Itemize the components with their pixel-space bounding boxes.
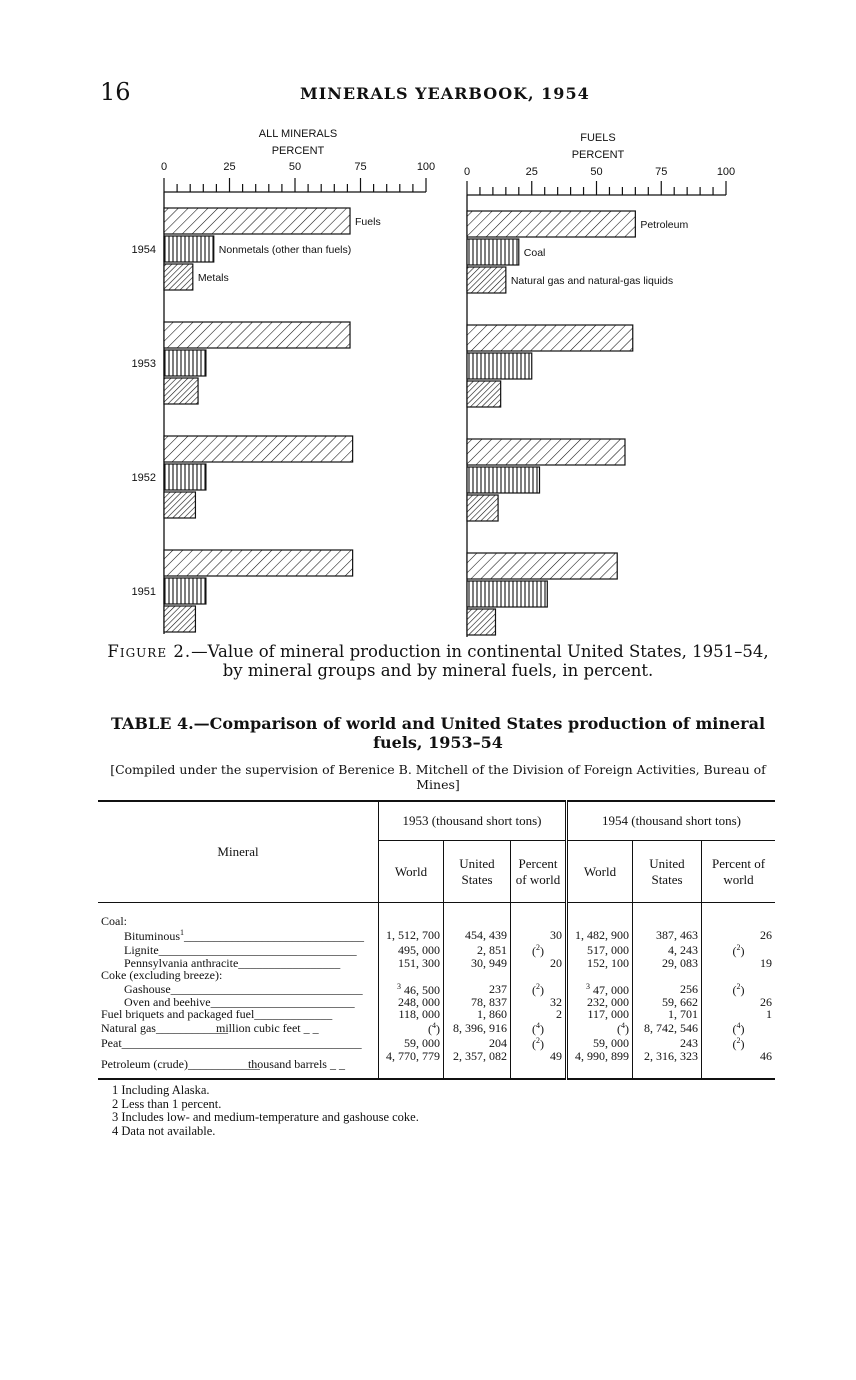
table-cell: 46 xyxy=(702,1050,776,1079)
leader-dots: ________________________ xyxy=(210,995,355,1009)
table-cell: 2 xyxy=(511,1008,567,1020)
bar-metals-1954 xyxy=(164,264,193,290)
table-row xyxy=(98,1035,775,1050)
leader-dots: _________________________________ xyxy=(158,942,357,957)
leader-dots: ____________ xyxy=(187,1057,260,1071)
bar-natural-gas-and-natural-gas-liquids-1952 xyxy=(467,495,498,521)
leader-dots: _____________ xyxy=(254,1007,333,1021)
table-cell: 30 xyxy=(511,927,567,942)
col-pct-1954: Percent of world xyxy=(702,841,776,903)
table-cell: 387, 463 xyxy=(633,927,702,942)
leader-dots: _________________ xyxy=(238,956,341,970)
table-cell: 4, 990, 899 xyxy=(567,1050,633,1079)
table-cell: 59, 662 xyxy=(633,996,702,1008)
table-cell: ($^4$) xyxy=(511,1020,567,1035)
figure-caption-lead: Figure 2. xyxy=(107,642,192,661)
tick-label: 100 xyxy=(716,166,736,178)
year-label-1952: 1952 xyxy=(131,472,156,484)
row-label-text: Oven and beehive xyxy=(124,995,211,1009)
fuels-table xyxy=(98,800,775,1080)
table-cell: 32 xyxy=(511,996,567,1008)
table-cell: 1, 701 xyxy=(633,1008,702,1020)
table-cell: 59, 000 xyxy=(379,1035,444,1050)
row-unit: million cubic feet _ _ xyxy=(215,1020,319,1035)
table-cell: 117, 000 xyxy=(567,1008,633,1020)
table-cell: 2, 851 xyxy=(444,942,511,957)
row-label-text: Lignite xyxy=(124,942,159,957)
table-cell: 26 xyxy=(702,996,776,1008)
year-label-1954: 1954 xyxy=(131,244,156,256)
tick-label: 75 xyxy=(655,166,668,178)
bar-petroleum-1953 xyxy=(467,325,633,351)
bar-metals-1953 xyxy=(164,378,198,404)
tick-label: 0 xyxy=(160,161,168,173)
table-cell: 1, 860 xyxy=(444,1008,511,1020)
table-cell: ($^2$) xyxy=(702,1035,776,1050)
bar-nonmetals-other-than-fuels--1954 xyxy=(164,236,214,262)
table-cell: 20 xyxy=(511,957,567,969)
row-label xyxy=(98,1050,379,1079)
table-cell: 4, 770, 779 xyxy=(379,1050,444,1079)
table-cell xyxy=(511,969,567,981)
table-cell: 29, 083 xyxy=(633,957,702,969)
running-head: MINERALS YEARBOOK, 1954 xyxy=(300,84,590,103)
table-cell: 19 xyxy=(702,957,776,969)
table-cell: 1, 512, 700 xyxy=(379,927,444,942)
footnote-1: 1 Including Alaska. xyxy=(112,1083,210,1097)
row-unit: thousand barrels _ _ xyxy=(247,1057,345,1071)
bar-petroleum-1954 xyxy=(467,211,635,237)
table-cell: 118, 000 xyxy=(379,1008,444,1020)
table-cell: 2, 316, 323 xyxy=(633,1050,702,1079)
table-title: TABLE 4.—Comparison of world and United States production of mineral fuels, 1953–54 xyxy=(110,714,766,752)
bar-metals-1951 xyxy=(164,606,195,632)
table-cell: 30, 949 xyxy=(444,957,511,969)
row-label xyxy=(98,981,379,996)
bar-natural-gas-and-natural-gas-liquids-1953 xyxy=(467,381,501,407)
table-cell: 495, 000 xyxy=(379,942,444,957)
table-cell: 8, 396, 916 xyxy=(444,1020,511,1035)
table-cell xyxy=(444,903,511,928)
row-label xyxy=(98,903,379,928)
bar-fuels-1952 xyxy=(164,436,353,462)
figure-caption xyxy=(100,642,776,680)
leader-dots: ________________________________________ xyxy=(121,1035,362,1050)
table-row xyxy=(98,942,775,957)
year-label-1953: 1953 xyxy=(131,358,156,370)
table-cell: 8, 742, 546 xyxy=(633,1020,702,1035)
tick-label: 25 xyxy=(525,166,538,178)
table-cell: ($^2$) xyxy=(511,942,567,957)
table-cell xyxy=(702,969,776,981)
table-cell: 256 xyxy=(633,981,702,996)
row-label xyxy=(98,1035,379,1050)
right-chart-title: FUELS xyxy=(580,132,616,144)
leader-dots: ______________________________ xyxy=(184,929,365,943)
footnotes xyxy=(112,1084,419,1138)
bar-fuels-1954 xyxy=(164,208,350,234)
series-label: Fuels xyxy=(355,216,381,228)
bar-fuels-1953 xyxy=(164,322,350,348)
table-cell: ($^2$) xyxy=(511,1035,567,1050)
row-label-text: Coal: xyxy=(101,914,127,928)
leader-dots: ____________ xyxy=(155,1020,228,1035)
table-row xyxy=(98,1020,775,1035)
figure-caption-text: —Value of mineral production in continental United States, 1951–54, by mineral groups and by mineral fuels, in percent. xyxy=(191,642,769,680)
tick-label: 0 xyxy=(463,166,471,178)
series-label: Natural gas and natural-gas liquids xyxy=(510,275,674,287)
row-label-text: Bituminous xyxy=(124,929,181,943)
row-label-text: Natural gas xyxy=(101,1020,156,1035)
table-row xyxy=(98,969,775,981)
col-us-1954: United States xyxy=(633,841,702,903)
tick-label: 100 xyxy=(416,161,436,173)
right-chart-unit: PERCENT xyxy=(571,149,625,161)
row-label-text: Gashouse xyxy=(124,981,171,996)
bar-petroleum-1952 xyxy=(467,439,625,465)
table-cell: ($^4$) xyxy=(379,1020,444,1035)
bar-nonmetals-other-than-fuels--1952 xyxy=(164,464,206,490)
table-row xyxy=(98,981,775,996)
table-cell xyxy=(444,969,511,981)
row-label xyxy=(98,942,379,957)
bar-petroleum-1951 xyxy=(467,553,617,579)
bar-coal-1951 xyxy=(467,581,547,607)
table-note: [Compiled under the supervision of Berenice B. Mitchell of the Division of Foreign Activities, Bureau of Mines] xyxy=(110,762,766,792)
table-cell xyxy=(567,903,633,928)
page-number: 16 xyxy=(100,78,131,106)
table-cell xyxy=(379,969,444,981)
footnote-4: 4 Data not available. xyxy=(112,1123,216,1138)
col-world-1954: World xyxy=(567,841,633,903)
tick-label: 25 xyxy=(223,161,236,173)
tick-label: 50 xyxy=(288,161,302,173)
table-body xyxy=(98,903,775,1080)
left-chart-title: ALL MINERALS xyxy=(258,128,338,140)
bar-fuels-1951 xyxy=(164,550,353,576)
table-cell: 232, 000 xyxy=(567,996,633,1008)
bar-coal-1952 xyxy=(467,467,540,493)
series-label: Coal xyxy=(523,247,546,259)
table-cell: ($^4$) xyxy=(702,1020,776,1035)
col-mineral: Mineral xyxy=(98,801,379,903)
bar-nonmetals-other-than-fuels--1953 xyxy=(164,350,206,376)
footnote-3: 3 Includes low- and medium-temperature and gashouse coke. xyxy=(112,1110,419,1124)
table-cell xyxy=(633,969,702,981)
tick-label: 50 xyxy=(590,166,603,178)
table-cell: 26 xyxy=(702,927,776,942)
table-cell: 151, 300 xyxy=(379,957,444,969)
row-label-text: Pennsylvania anthracite xyxy=(124,956,239,970)
row-label-text: Peat xyxy=(101,1035,122,1050)
series-label: Petroleum xyxy=(640,219,689,231)
row-label-text: Fuel briquets and packaged fuel xyxy=(101,1007,255,1021)
bar-coal-1953 xyxy=(467,353,532,379)
table-cell: 59, 000 xyxy=(567,1035,633,1050)
figure-2-charts xyxy=(0,0,856,640)
row-label xyxy=(98,1020,379,1035)
table-cell: 248, 000 xyxy=(379,996,444,1008)
table-row xyxy=(98,1050,775,1079)
table-cell: 204 xyxy=(444,1035,511,1050)
table-cell: 454, 439 xyxy=(444,927,511,942)
col-world-1953: World xyxy=(379,841,444,903)
bar-natural-gas-and-natural-gas-liquids-1951 xyxy=(467,609,495,635)
row-label xyxy=(98,969,379,981)
series-label: Metals xyxy=(197,272,229,284)
table-cell xyxy=(511,903,567,928)
bar-coal-1954 xyxy=(467,239,519,265)
table-cell xyxy=(567,969,633,981)
bar-metals-1952 xyxy=(164,492,195,518)
col-pct-1953: Percent of world xyxy=(511,841,567,903)
tick-label: 75 xyxy=(354,161,367,173)
series-label: Nonmetals (other than fuels) xyxy=(218,244,352,256)
table-cell: 152, 100 xyxy=(567,957,633,969)
table-cell: 78, 837 xyxy=(444,996,511,1008)
table-cell: 49 xyxy=(511,1050,567,1079)
left-chart-unit: PERCENT xyxy=(271,145,325,157)
table-cell xyxy=(702,903,776,928)
table-row xyxy=(98,927,775,942)
col-group-1954: 1954 (thousand short tons) xyxy=(567,801,776,841)
table-cell: 237 xyxy=(444,981,511,996)
bar-nonmetals-other-than-fuels--1951 xyxy=(164,578,206,604)
row-label xyxy=(98,1008,379,1020)
table-cell: ($^4$) xyxy=(567,1020,633,1035)
row-label-text: Petroleum (crude) xyxy=(101,1057,188,1071)
table-cell: $^3$ 46, 500 xyxy=(379,981,444,996)
row-label: Bituminous$^1$______________________________ xyxy=(124,928,365,943)
table-cell xyxy=(379,903,444,928)
year-label-1951: 1951 xyxy=(131,586,156,598)
footnote-2: 2 Less than 1 percent. xyxy=(112,1096,222,1111)
table-cell: 2, 357, 082 xyxy=(444,1050,511,1079)
table-row xyxy=(98,903,775,928)
table-row xyxy=(98,1008,775,1020)
table-cell xyxy=(633,903,702,928)
table-cell: 1 xyxy=(702,1008,776,1020)
leader-dots: ________________________________ xyxy=(170,981,363,996)
left-chart-bars xyxy=(132,208,381,632)
col-group-1953: 1953 (thousand short tons) xyxy=(379,801,567,841)
bar-natural-gas-and-natural-gas-liquids-1954 xyxy=(467,267,506,293)
row-label-text: Coke (excluding breeze): xyxy=(101,968,223,982)
table-cell: 243 xyxy=(633,1035,702,1050)
table-cell: ($^2$) xyxy=(702,942,776,957)
col-us-1953: United States xyxy=(444,841,511,903)
table-cell: ($^2$) xyxy=(702,981,776,996)
table-cell: 1, 482, 900 xyxy=(567,927,633,942)
table-cell: $^3$ 47, 000 xyxy=(567,981,633,996)
right-chart-bars xyxy=(467,211,688,635)
table-cell: 517, 000 xyxy=(567,942,633,957)
table-cell: ($^2$) xyxy=(511,981,567,996)
table-cell: 4, 243 xyxy=(633,942,702,957)
